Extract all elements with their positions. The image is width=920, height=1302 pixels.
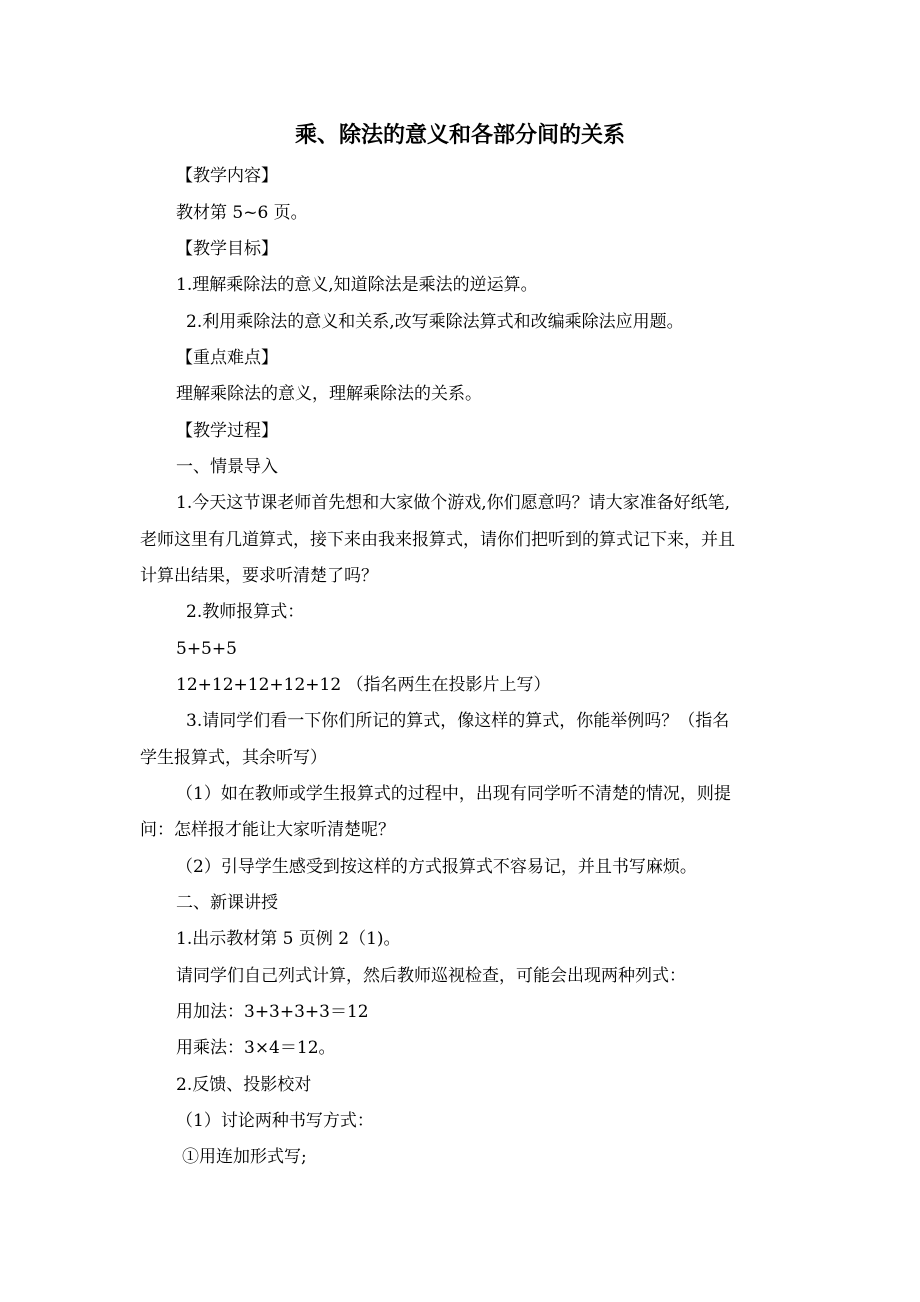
section-heading-process: 【教学过程】 (176, 421, 278, 441)
section-heading-keypoints: 【重点难点】 (176, 348, 278, 368)
section-heading-goals: 【教学目标】 (176, 239, 278, 259)
paragraph-line: 1.今天这节课老师首先想和大家做个游戏,你们愿意吗？请大家准备好纸笔, (176, 493, 731, 513)
paragraph-line: ①用连加形式写; (182, 1147, 307, 1167)
paragraph-line: 学生报算式，其余听写） (140, 748, 327, 768)
paragraph-line: 2.反馈、投影校对 (176, 1075, 312, 1095)
formula-line: 用乘法：3×4＝12。 (176, 1038, 336, 1058)
subsection-heading: 一、情景导入 (176, 457, 278, 477)
paragraph-line: 1.理解乘除法的意义,知道除法是乘法的逆运算。 (176, 275, 538, 295)
paragraph-line: 计算出结果，要求听清楚了吗？ (140, 566, 378, 586)
paragraph-line: 请同学们自己列式计算，然后教师巡视检查，可能会出现两种列式： (176, 966, 686, 986)
paragraph-line: （2）引导学生感受到按这样的方式报算式不容易记，并且书写麻烦。 (176, 857, 697, 877)
paragraph-line: 教材第 5~6 页。 (176, 203, 308, 223)
paragraph-line: （1）讨论两种书写方式： (176, 1111, 374, 1131)
paragraph-line: 2.教师报算式： (186, 602, 305, 622)
subsection-heading: 二、新课讲授 (176, 893, 278, 913)
paragraph-line: 问：怎样报才能让大家听清楚呢？ (140, 820, 395, 840)
formula-line: 用加法：3+3+3+3＝12 (176, 1002, 369, 1022)
formula-line: 12+12+12+12+12 （指名两生在投影片上写） (176, 675, 551, 695)
formula-line: 5+5+5 (176, 639, 237, 659)
paragraph-line: （1）如在教师或学生报算式的过程中，出现有同学听不清楚的情况，则提 (176, 784, 731, 804)
paragraph-line: 理解乘除法的意义，理解乘除法的关系。 (176, 384, 482, 404)
paragraph-line: 1.出示教材第 5 页例 2（1)。 (176, 929, 401, 949)
paragraph-line: 老师这里有几道算式，接下来由我来报算式，请你们把听到的算式记下来，并且 (140, 530, 735, 550)
section-heading-content: 【教学内容】 (176, 166, 278, 186)
page-title: 乘、除法的意义和各部分间的关系 (294, 123, 625, 148)
paragraph-line: 2.利用乘除法的意义和关系,改写乘除法算式和改编乘除法应用题。 (186, 312, 684, 332)
paragraph-line: 3.请同学们看一下你们所记的算式，像这样的算式，你能举例吗？（指名 (186, 711, 730, 731)
